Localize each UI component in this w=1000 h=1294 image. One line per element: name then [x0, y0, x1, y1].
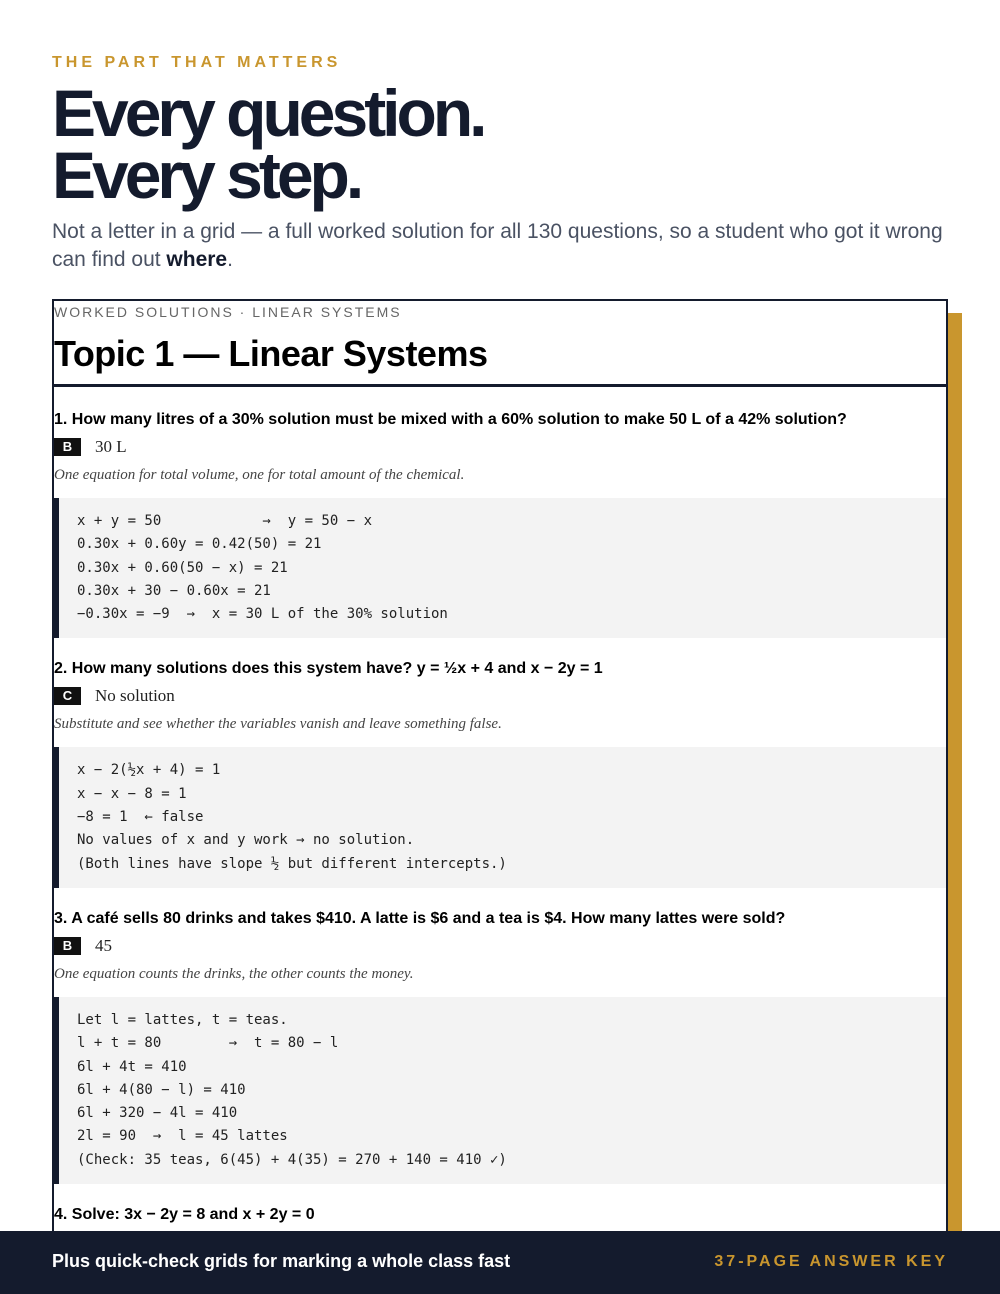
question-text: 2. How many solutions does this system have? y = ½x + 4 and x − 2y = 1 — [54, 660, 603, 678]
card-title: Topic 1 — Linear Systems — [54, 333, 488, 374]
solution-hint: One equation for total volume, one for total amount of the chemical. — [54, 467, 465, 483]
answer-row — [54, 433, 946, 461]
answer-letter-badge: B — [54, 438, 81, 456]
headline-line-1: Every question. — [52, 76, 484, 150]
solution-hint: Substitute and see whether the variables vanish and leave something false. — [54, 716, 502, 733]
worked-steps — [54, 498, 946, 638]
answer-value: 30 L — [95, 437, 127, 456]
answer-letter-badge: B — [54, 937, 81, 955]
work-line: Let l = lattes, t = teas. — [77, 1011, 288, 1028]
answer-letter-badge: C — [54, 687, 81, 705]
subhead-text: Not a letter in a grid — a full worked solution for all 130 questions, so a student who got it wrong can find out — [52, 220, 943, 271]
work-line: 6l + 4t = 410 — [77, 1058, 187, 1075]
subhead-end: . — [227, 248, 233, 271]
answer-value: No solution — [95, 686, 175, 706]
work-line: 0.30x + 30 − 0.60x = 21 — [77, 582, 271, 599]
footer-page-count: 37-PAGE ANSWER KEY — [714, 1253, 948, 1270]
page-headline — [52, 76, 484, 212]
work-line: l + t = 80 → t = 80 − l — [77, 1035, 339, 1052]
work-line: 2l = 90 → l = 45 lattes — [77, 1128, 288, 1145]
answer-row — [54, 932, 946, 960]
work-line: 6l + 320 − 4l = 410 — [77, 1105, 238, 1122]
question-text: 4. Solve: 3x − 2y = 8 and x + 2y = 0 — [54, 1206, 315, 1224]
question-2 — [54, 656, 946, 887]
work-line: No values of x and y work → no solution. — [77, 832, 415, 849]
work-line: −8 = 1 ← false — [77, 809, 204, 826]
question-4 — [54, 1202, 946, 1228]
subhead — [52, 218, 952, 274]
answer-value: 45 — [95, 935, 112, 955]
work-line: (Check: 35 teas, 6(45) + 4(35) = 270 + 140 = 410 ✓) — [77, 1151, 507, 1168]
question-text: 3. A café sells 80 drinks and takes $410. A latte is $6 and a tea is $4. How many lattes were sold? — [54, 909, 786, 927]
solution-hint: One equation counts the drinks, the other counts the money. — [54, 965, 414, 982]
work-line: −0.30x = −9 → x = 30 L of the 30% solution — [77, 606, 448, 623]
question-3 — [54, 906, 946, 1184]
headline-line-2: Every step. — [52, 138, 361, 212]
work-line: 0.30x + 0.60(50 − x) = 21 — [77, 559, 288, 576]
work-line: x − 2(½x + 4) = 1 — [77, 762, 221, 779]
subhead-emphasis: where — [166, 248, 228, 271]
footer-tagline: Plus quick-check grids for marking a whole class fast — [52, 1251, 511, 1271]
card-header — [54, 301, 946, 387]
work-line: x − x − 8 = 1 — [77, 785, 187, 802]
work-line: 0.30x + 0.60y = 0.42(50) = 21 — [77, 536, 322, 553]
work-line: x + y = 50 → y = 50 − x — [77, 513, 373, 529]
eyebrow-label: THE PART THAT MATTERS — [52, 54, 342, 71]
question-1 — [54, 407, 946, 638]
answer-row — [54, 682, 946, 710]
question-text: 1. How many litres of a 30% solution must be mixed with a 60% solution to make 50 L of a 42% solution? — [54, 411, 847, 428]
work-line: 6l + 4(80 − l) = 410 — [77, 1081, 246, 1098]
work-line: (Both lines have slope ½ but different intercepts.) — [77, 855, 507, 872]
worked-steps — [54, 747, 946, 887]
worked-steps — [54, 997, 946, 1184]
card-kicker: WORKED SOLUTIONS · LINEAR SYSTEMS — [54, 304, 402, 320]
footer-bar — [0, 1231, 1000, 1294]
worked-solutions-card — [52, 299, 948, 1239]
